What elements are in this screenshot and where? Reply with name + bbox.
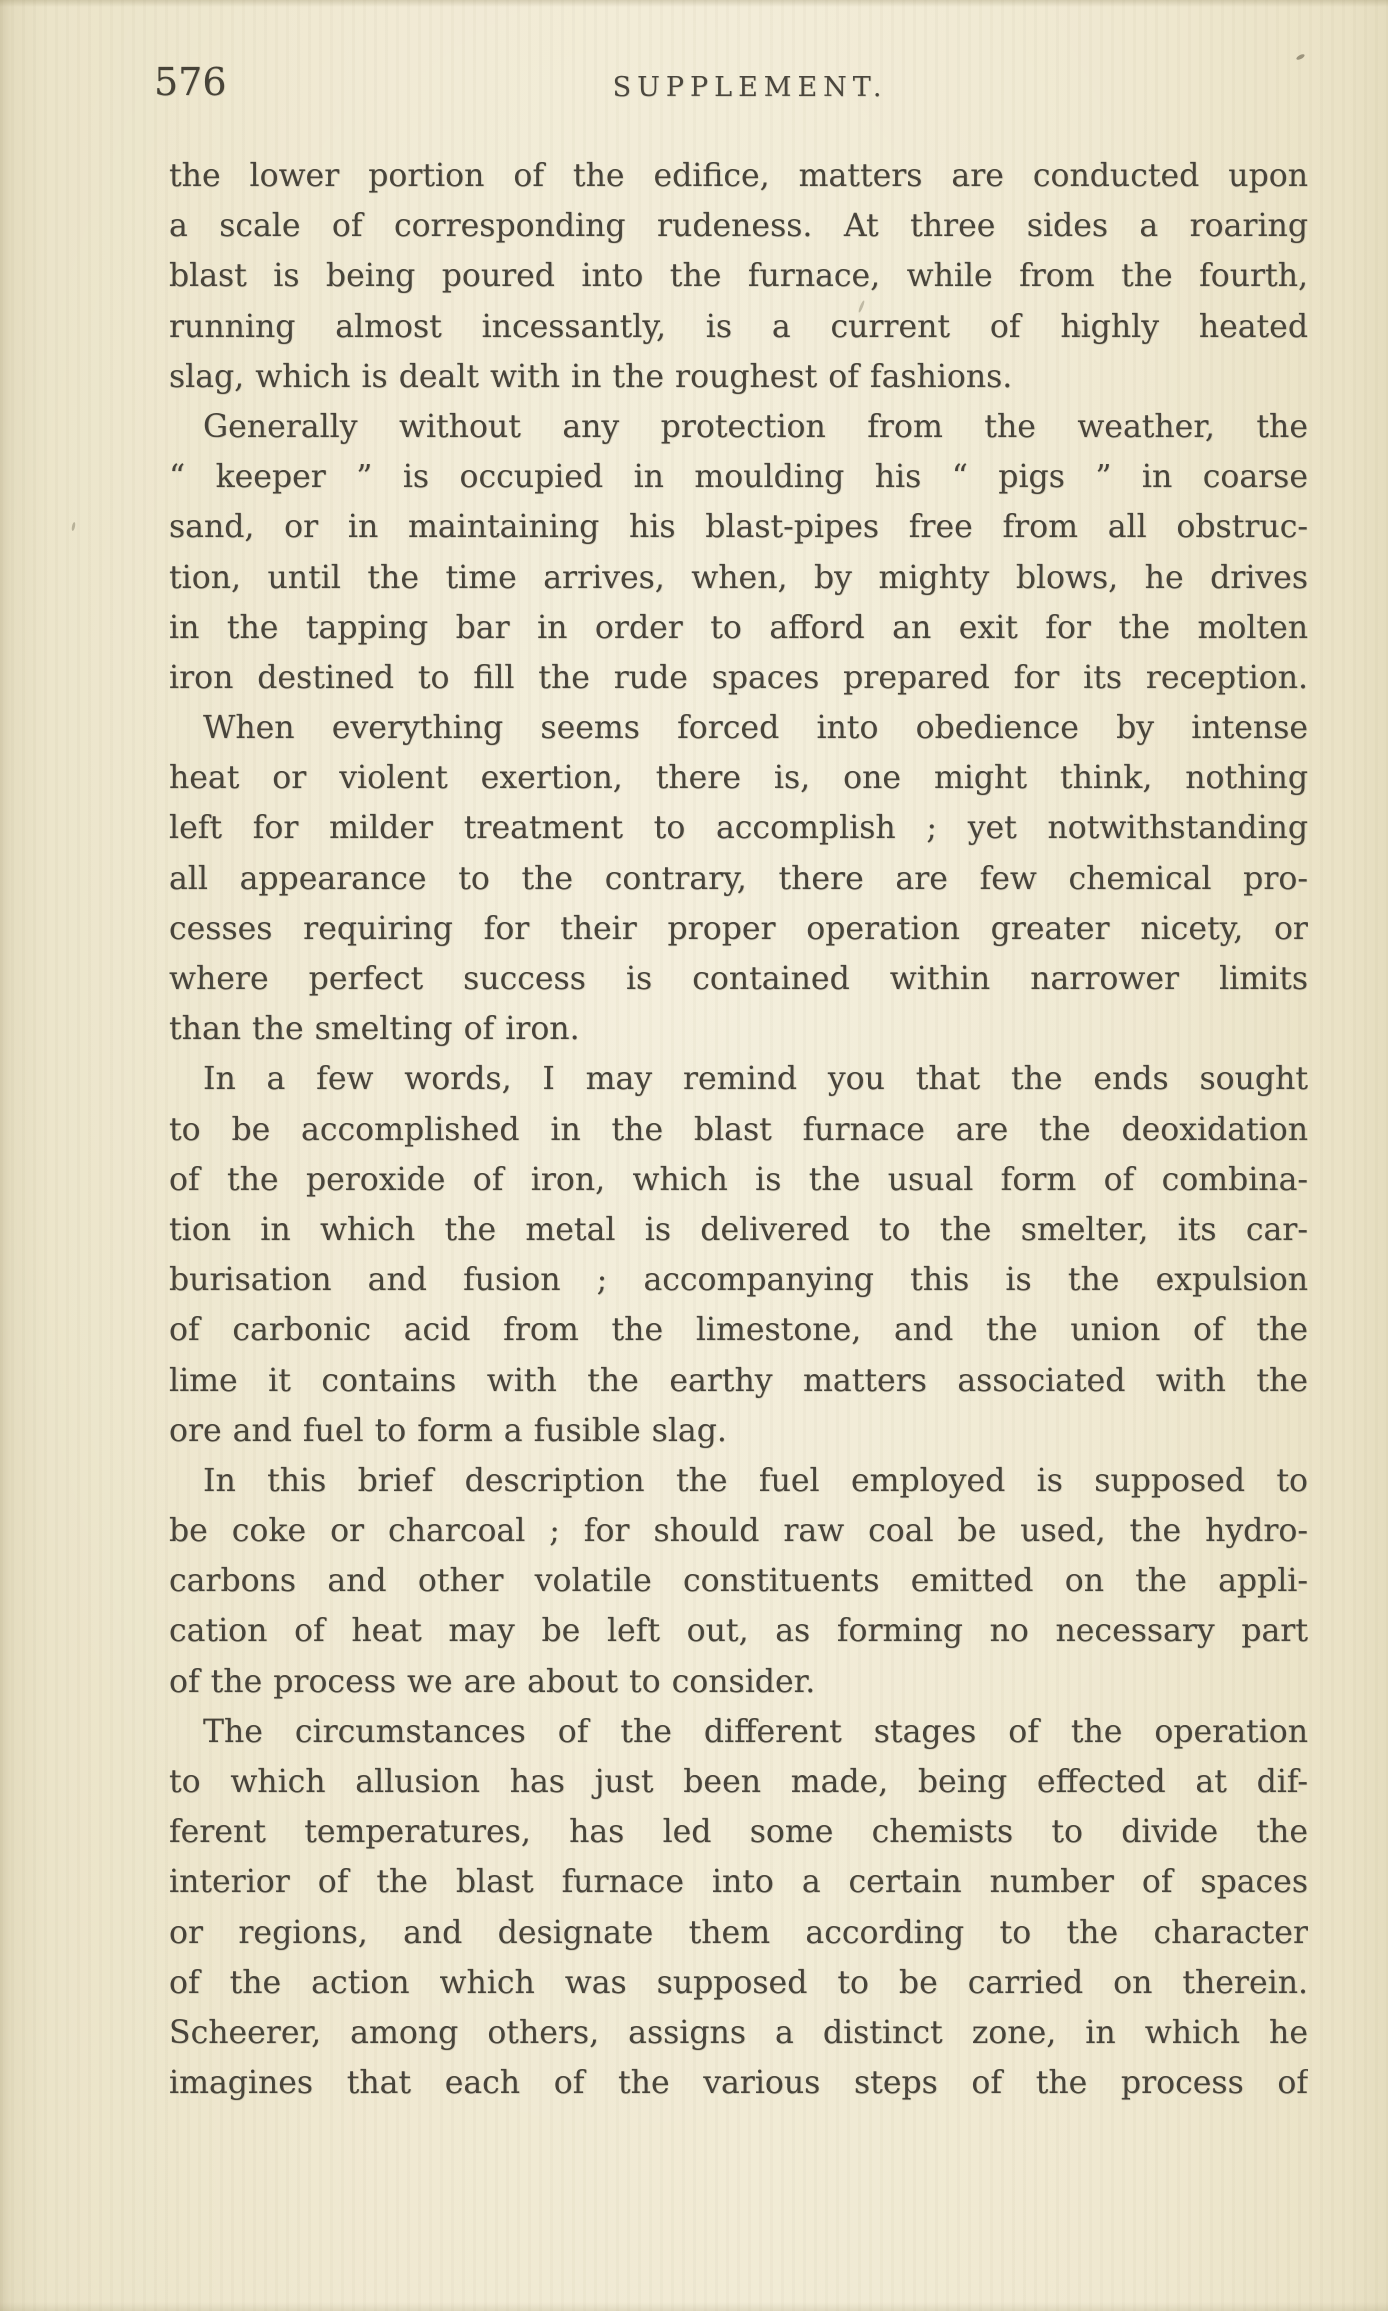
- text-line: than the smelting of iron.: [169, 1011, 580, 1048]
- scan-speck: [1076, 330, 1081, 335]
- text-line: to which allusion has just been made, being effected at dif-: [169, 1764, 1308, 1800]
- text-line: all appearance to the contrary, there are few chemical pro-: [169, 860, 1308, 897]
- text-line: where perfect success is contained within narrower limits: [169, 961, 1308, 997]
- text-line: cesses requiring for their proper operation greater nicety, or: [169, 910, 1308, 947]
- scan-speck: [1296, 53, 1306, 61]
- text-line: be coke or charcoal ; for should raw coal be used, the hydro-: [169, 1513, 1308, 1550]
- text-line: carbons and other volatile constituents emitted on the appli-: [169, 1563, 1308, 1600]
- text-line: or regions, and designate them according to the character: [169, 1914, 1308, 1951]
- text-line: When everything seems forced into obedience by intense: [203, 710, 1308, 747]
- text-line: iron destined to fill the rude spaces prepared for its reception.: [169, 659, 1308, 696]
- text-line: of the action which was supposed to be carried on therein.: [169, 1964, 1308, 2001]
- text-line: to be accomplished in the blast furnace are the deoxidation: [169, 1111, 1308, 1148]
- text-line: running almost incessantly, is a current of highly heated: [169, 308, 1308, 345]
- text-line: burisation and fusion ; accompanying this is the expulsion: [169, 1262, 1308, 1299]
- text-line: tion, until the time arrives, when, by mighty blows, he drives: [169, 559, 1308, 596]
- text-line: cation of heat may be left out, as forming no necessary part: [169, 1613, 1308, 1650]
- text-line: ferent temperatures, has led some chemists to divide the: [169, 1814, 1308, 1851]
- text-line: blast is being poured into the furnace, while from the fourth,: [169, 258, 1308, 295]
- text-line: “ keeper ” is occupied in moulding his “ pigs ” in coarse: [169, 459, 1308, 496]
- text-line: of the process we are about to consider.: [169, 1663, 816, 1700]
- text-line: tion in which the metal is delivered to the smelter, its car-: [169, 1211, 1308, 1248]
- text-line: slag, which is dealt with in the roughest of fashions.: [169, 358, 1013, 395]
- text-line: sand, or in maintaining his blast-pipes free from all obstruc-: [169, 509, 1308, 546]
- text-line: of carbonic acid from the limestone, and the union of the: [169, 1312, 1308, 1349]
- text-line: interior of the blast furnace into a certain number of spaces: [169, 1864, 1308, 1901]
- text-line: left for milder treatment to accomplish ; yet notwithstanding: [169, 810, 1308, 847]
- text-line: a scale of corresponding rudeness. At three sides a roaring: [169, 208, 1308, 245]
- text-line: of the peroxide of iron, which is the usual form of combina-: [169, 1161, 1308, 1198]
- text-line: ore and fuel to form a fusible slag.: [169, 1412, 727, 1449]
- scan-speck: [71, 522, 76, 531]
- text-body: [169, 151, 1308, 2108]
- text-line: Scheerer, among others, assigns a distinct zone, in which he: [169, 2014, 1308, 2051]
- text-line: imagines that each of the various steps of the process of: [169, 2065, 1308, 2102]
- text-line: The circumstances of the different stages of the operation: [203, 1713, 1308, 1750]
- running-header: SUPPLEMENT.: [612, 72, 888, 103]
- text-line: lime it contains with the earthy matters associated with the: [169, 1362, 1308, 1399]
- text-line: In a few words, I may remind you that the ends sought: [203, 1061, 1308, 1098]
- text-line: the lower portion of the edifice, matters are conducted upon: [169, 158, 1308, 194]
- text-line: heat or violent exertion, there is, one might think, nothing: [169, 760, 1308, 797]
- page-number: 576: [154, 60, 227, 104]
- text-line: In this brief description the fuel employed is supposed to: [203, 1462, 1308, 1499]
- text-line: in the tapping bar in order to afford an exit for the molten: [169, 609, 1308, 646]
- text-line: Generally without any protection from the weather, the: [203, 408, 1308, 445]
